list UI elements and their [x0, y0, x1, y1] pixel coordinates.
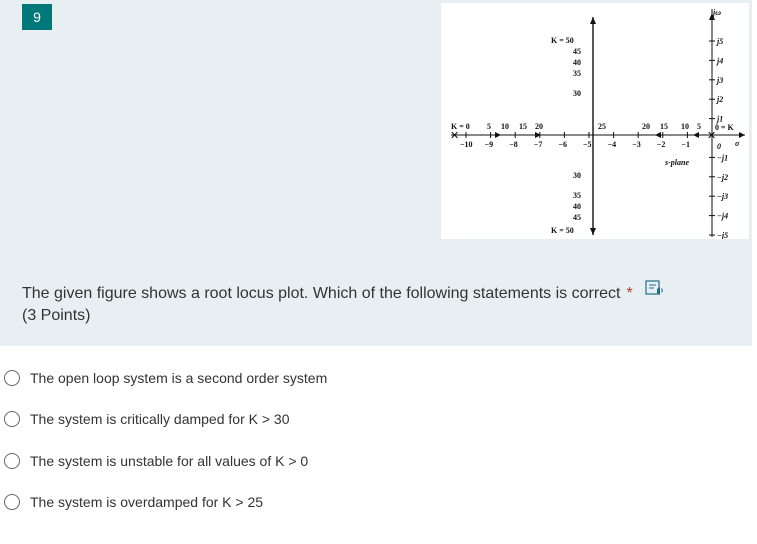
j-axis-tick-label: j3 [717, 75, 724, 85]
question-points: (3 Points) [22, 307, 91, 324]
radio-button[interactable] [4, 453, 20, 469]
k-label-lower-2: 40 [573, 202, 581, 211]
j-axis-tick-label: −j5 [717, 231, 729, 239]
sigma-axis-tick-label: −2 [656, 140, 666, 149]
radio-button[interactable] [4, 370, 20, 386]
k-label-upper-4: 30 [573, 89, 581, 98]
j-axis-tick-label: −j2 [717, 172, 729, 182]
j-axis-tick-label: j4 [717, 56, 724, 66]
option-label: The system is overdamped for K > 25 [30, 494, 264, 510]
j-axis-tick-label: j2 [717, 95, 724, 105]
sigma-axis-tick-label: −3 [632, 140, 641, 149]
j-axis-tick-label: −j3 [717, 192, 729, 202]
required-mark: * [626, 285, 633, 302]
k-label-right-3: 5 [697, 122, 701, 131]
k-label-upper-2: 40 [573, 58, 581, 67]
svg-text:✕: ✕ [707, 129, 717, 142]
k-label-upper-3: 35 [573, 69, 581, 78]
j-axis-tick-label: −j1 [717, 153, 729, 163]
plane-label: s-plane [665, 158, 689, 167]
option-2[interactable] [4, 453, 308, 469]
option-0[interactable] [4, 370, 327, 386]
k-label-upper-1: 45 [573, 47, 581, 56]
root-locus-figure [441, 3, 749, 239]
k-label-left-4: 20 [535, 122, 543, 131]
k-label-left-1: 5 [487, 122, 491, 131]
k-label-right-2: 10 [681, 122, 689, 131]
option-label: The open loop system is a second order system [30, 370, 328, 386]
j-axis-tick-label: j1 [717, 114, 724, 124]
sigma-axis-tick-label: −9 [484, 140, 494, 149]
sigma-axis-tick-label: −1 [681, 140, 690, 149]
sigma-axis-tick-label: −10 [460, 140, 473, 149]
k-label-left-2: 10 [501, 122, 509, 131]
question-text: The given figure shows a root locus plot. Which of the following statements is correct [22, 285, 621, 302]
origin-label: 0 = K [715, 123, 734, 132]
radio-button[interactable] [4, 411, 20, 427]
radio-button[interactable] [4, 494, 20, 510]
j-axis-tick-label: j5 [717, 37, 724, 46]
k-label-left-0: K = 0 [451, 122, 470, 131]
option-label: The system is unstable for all values of K > 0 [30, 453, 309, 469]
k-label-lower-4: K = 50 [551, 226, 574, 235]
k-label-upper-0: K = 50 [551, 36, 574, 45]
sigma-axis-tick-label: −6 [558, 140, 567, 149]
immersive-reader-icon[interactable] [645, 279, 665, 304]
sigma-axis-tick-label: −5 [583, 140, 592, 149]
option-3[interactable] [4, 494, 263, 510]
j-axis-tick-label: 0 [717, 142, 721, 151]
k-label-lower-1: 35 [573, 191, 581, 200]
jw-axis-label: jω [713, 8, 722, 17]
sigma-axis-tick-label: −4 [607, 140, 617, 149]
question-number: 9 [22, 4, 52, 30]
sigma-axis-tick-label: −7 [533, 140, 543, 149]
question-text-block [22, 283, 742, 327]
k-label-lower-0: 30 [573, 171, 581, 180]
option-1[interactable] [4, 411, 290, 427]
sigma-axis-label: σ [735, 139, 740, 148]
k-label-right-0: 20 [642, 122, 650, 131]
k-label-left-3: 15 [519, 122, 527, 131]
k-label-right-1: 15 [660, 122, 668, 131]
option-label: The system is critically damped for K > 30 [30, 411, 290, 427]
sigma-axis-tick-label: −8 [509, 140, 518, 149]
k-label-breakaway: 25 [598, 122, 606, 131]
svg-text:✕: ✕ [450, 129, 460, 142]
j-axis-tick-label: −j4 [717, 211, 729, 221]
k-label-lower-3: 45 [573, 213, 581, 222]
